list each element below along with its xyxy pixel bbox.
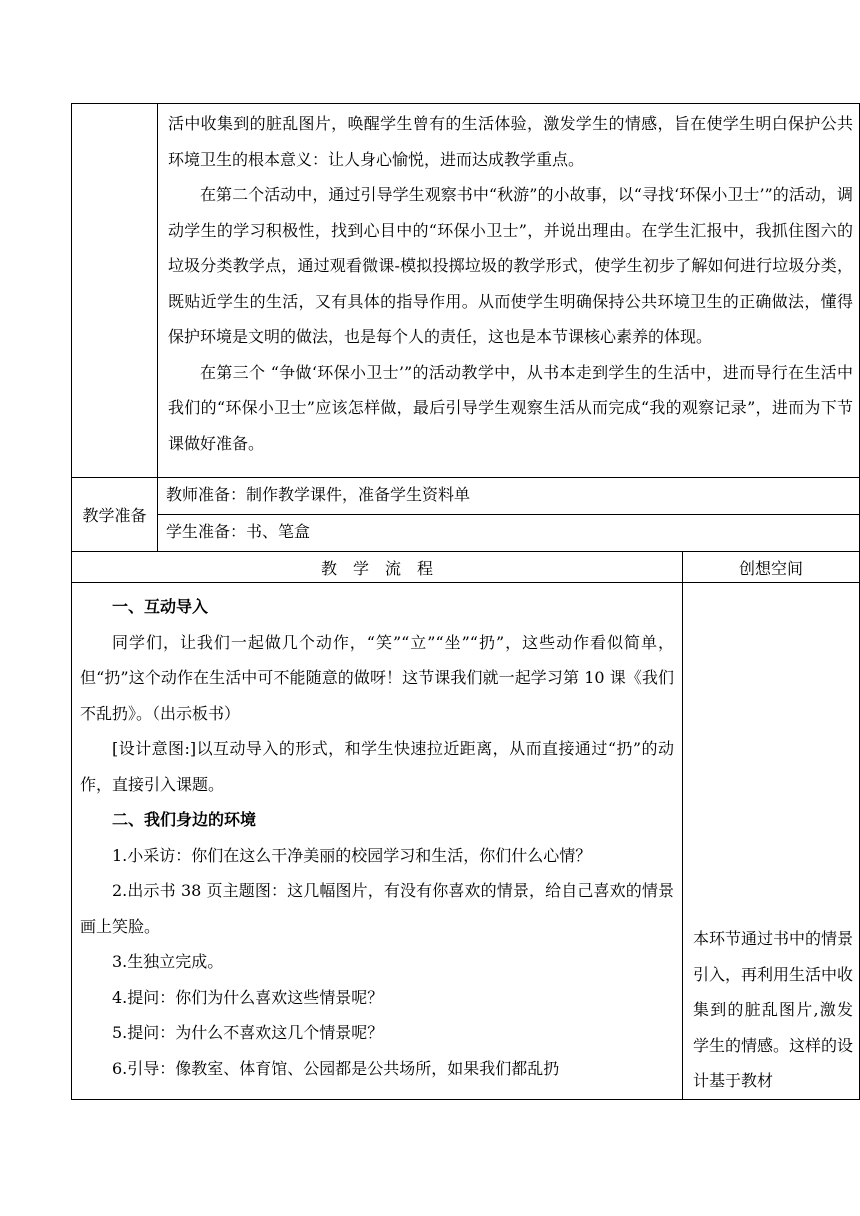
flow-item: 1.小采访：你们在这么干净美丽的校园学习和生活，你们什么心情？ (112, 845, 592, 865)
flow-item: 4.提问：你们为什么喜欢这些情景呢？ (112, 987, 384, 1007)
teacher-preparation: 教师准备：制作教学课件，准备学生资料单 (158, 478, 860, 515)
flow-body-row (72, 583, 860, 1100)
intent-content (158, 104, 860, 478)
side-note-cell (683, 583, 860, 1100)
section1-text: 同学们，让我们一起做几个动作，“笑”“立”“坐”“扔”，这些动作看似简单，但“扔”这个动作在生活中可不能随意的做呀！这节课我们就一起学习第 10 课《我们不乱扔》。（出示板书） (80, 632, 674, 723)
preparation-row-student (72, 515, 860, 552)
flow-item: 3.生独立完成。 (112, 952, 224, 971)
preparation-row-teacher (72, 478, 860, 515)
section1-title: 一、互动导入 (112, 597, 209, 616)
flow-header-row (72, 552, 860, 583)
flow-process-header: 教 学 流 程 (72, 552, 683, 583)
flow-space-header: 创想空间 (683, 552, 860, 583)
flow-content (72, 583, 683, 1100)
section2-title: 二、我们身边的环境 (112, 810, 257, 829)
intent-row (72, 104, 860, 478)
side-note: 本环节通过书中的情景引入，再利用生活中收集到的脏乱图片,激发学生的情感。这样的设计基于教材 (693, 929, 854, 1090)
flow-item: 5.提问：为什么不喜欢这几个情景呢？ (112, 1023, 384, 1042)
preparation-label: 教学准备 (72, 478, 158, 552)
flow-item: 6.引导：像教室、体育馆、公园都是公共场所，如果我们都乱扔 (112, 1058, 560, 1078)
flow-item: 2.出示书 38 页主题图：这几幅图片，有没有你喜欢的情景，给自己喜欢的情景画上笑脸。 (80, 881, 674, 936)
student-preparation: 学生准备：书、笔盒 (158, 515, 860, 552)
intent-paragraph: 在第三个 “争做‘环保小卫士’”的活动教学中，从书本走到学生的生活中，进而导行在生活中我们的“环保小卫士”应该怎样做，最后引导学生观察生活从而完成“我的观察记录”，进而为下节课做好准备。 (168, 362, 853, 453)
intent-label-cell (72, 104, 158, 478)
intent-paragraph: 活中收集到的脏乱图片，唤醒学生曾有的生活体验，激发学生的情感，旨在使学生明白保护公共环境卫生的根本意义：让人身心愉悦，进而达成教学重点。 (168, 114, 853, 169)
lesson-plan-table (71, 103, 860, 1100)
section1-intent: [设计意图:]以互动导入的形式，和学生快速拉近距离，从而直接通过“扔”的动作，直接引入课题。 (80, 739, 674, 794)
intent-paragraph: 在第二个活动中，通过引导学生观察书中“秋游”的小故事，以“寻找‘环保小卫士’”的活动，调动学生的学习积极性，找到心目中的“环保小卫士”，并说出理由。在学生汇报中，我抓住图六的垃圾分类教学点，通过观看微课-模拟投掷垃圾的教学形式，使学生初步了解如何进行垃圾分类，既贴近学生的生活，又有具体的指导作用。从而使学生明确保持公共环境卫生的正确做法，懂得保护环境是文明的做法，也是每个人的责任，这也是本节课核心素养的体现。 (168, 185, 853, 346)
